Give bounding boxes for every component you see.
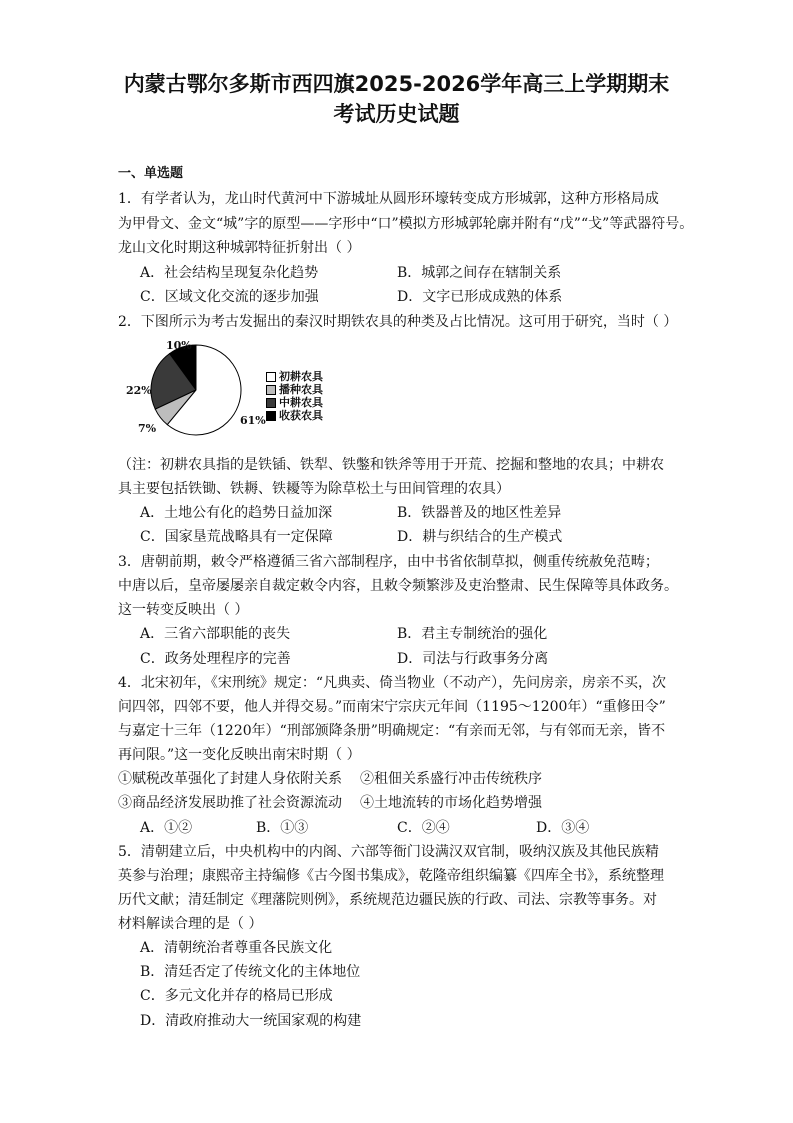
pie-label: 61% bbox=[240, 414, 266, 427]
q1-option-b: B．城郭之间存在辖制关系 bbox=[397, 265, 562, 281]
q5-option-a: A．清朝统治者尊重各民族文化 bbox=[140, 940, 333, 956]
legend-label: 初耕农具 bbox=[279, 370, 323, 383]
q4-item: ③商品经济发展助推了社会资源流动 bbox=[118, 795, 342, 811]
legend-swatch bbox=[266, 411, 276, 421]
q1-option-c: C．区域文化交流的逐步加强 bbox=[140, 289, 319, 305]
q2-option-d: D．耕与织结合的生产模式 bbox=[397, 529, 563, 545]
q4-item: ②租佃关系盛行冲击传统秩序 bbox=[360, 771, 542, 787]
legend-swatch bbox=[266, 385, 276, 395]
q4-stem-line: 与嘉定十三年（1220年）“刑部颁降条册”明确规定：“有亲而无邻，与有邻而无亲，皆不 bbox=[118, 723, 666, 739]
chart-legend bbox=[266, 370, 323, 422]
q4-stem-line: 问四邻，四邻不要，他人并得交易。”而南宋宁宗庆元年间（1195～1200年）“重修田令” bbox=[118, 699, 666, 715]
q5-stem-line: 英参与治理；康熙帝主持编修《古今图书集成》，乾隆帝组织编纂《四库全书》，系统整理 bbox=[118, 868, 664, 884]
doc-title-line2: 考试历史试题 bbox=[333, 102, 460, 126]
legend-label: 收获农具 bbox=[279, 409, 323, 422]
q2-stem: 2．下图所示为考古发掘出的秦汉时期铁农具的种类及占比情况。这可用于研究，当时（ ） bbox=[118, 314, 678, 330]
q4-option-c: C．②④ bbox=[397, 820, 450, 836]
legend-item bbox=[266, 409, 323, 422]
legend-swatch bbox=[266, 398, 276, 408]
q4-item: ④土地流转的市场化趋势增强 bbox=[360, 795, 542, 811]
q1-stem-line: 1．有学者认为，龙山时代黄河中下游城址从圆形环壕转变成方形城郭，这种方形格局成 bbox=[118, 191, 659, 207]
pie-label: 10% bbox=[166, 339, 192, 352]
q2-note-line: 具主要包括铁锄、铁耨、铁耰等为除草松土与田间管理的农具） bbox=[118, 481, 510, 497]
q5-option-d: D．清政府推动大一统国家观的构建 bbox=[140, 1013, 362, 1029]
q4-option-a: A．①② bbox=[140, 820, 193, 836]
legend-item bbox=[266, 370, 323, 383]
legend-item bbox=[266, 396, 323, 409]
q5-stem-line: 5．清朝建立后，中央机构中的内阁、六部等衙门设满汉双官制，吸纳汉族及其他民族精 bbox=[118, 844, 659, 860]
q5-stem-line: 材料解读合理的是（ ） bbox=[118, 916, 263, 932]
legend-item bbox=[266, 383, 323, 396]
q2-option-a: A．土地公有化的趋势日益加深 bbox=[140, 505, 333, 521]
pie-label: 7% bbox=[138, 422, 157, 435]
q1-option-d: D．文字已形成成熟的体系 bbox=[397, 289, 563, 305]
q2-note-line: （注：初耕农具指的是铁锸、铁犁、铁鐅和铁斧等用于开荒、挖掘和整地的农具；中耕农 bbox=[118, 457, 664, 473]
q1-stem-line: 龙山文化时期这种城郭特征折射出（ ） bbox=[118, 240, 361, 256]
q4-option-b: B．①③ bbox=[256, 820, 309, 836]
q4-stem-line: 4．北宋初年，《宋刑统》规定：“凡典卖、倚当物业（不动产），先问房亲，房亲不买，次 bbox=[118, 675, 667, 691]
q4-item: ①赋税改革强化了封建人身依附关系 bbox=[118, 771, 342, 787]
legend-label: 中耕农具 bbox=[279, 396, 323, 409]
q3-option-d: D．司法与行政事务分离 bbox=[397, 651, 549, 667]
q5-option-c: C．多元文化并存的格局已形成 bbox=[140, 988, 333, 1004]
q3-option-b: B．君主专制统治的强化 bbox=[397, 626, 548, 642]
legend-swatch bbox=[266, 372, 276, 382]
q3-option-a: A．三省六部职能的丧失 bbox=[140, 626, 291, 642]
q3-stem-line: 3．唐朝前期，敕令严格遵循三省六部制程序，由中书省依制草拟，侧重传统赦免范畴； bbox=[118, 554, 659, 570]
q5-option-b: B．清廷否定了传统文化的主体地位 bbox=[140, 964, 361, 980]
q1-stem-line: 为甲骨文、金文“城”字的原型——字形中“口”模拟方形城郭轮廓并附有“戊”“戈”等武器符号。 bbox=[118, 216, 694, 232]
pie-label: 22% bbox=[126, 384, 152, 397]
q2-option-c: C．国家垦荒战略具有一定保障 bbox=[140, 529, 333, 545]
q4-stem-line: 再问限。”这一变化反映出南宋时期（ ） bbox=[118, 747, 361, 763]
section-heading: 一、单选题 bbox=[118, 166, 184, 181]
q4-option-d: D．③④ bbox=[536, 820, 590, 836]
legend-label: 播种农具 bbox=[279, 383, 323, 396]
q5-stem-line: 历代文献；清廷制定《理藩院则例》，系统规范边疆民族的行政、司法、宗教等事务。对 bbox=[118, 892, 657, 908]
q2-option-b: B．铁器普及的地区性差异 bbox=[397, 505, 562, 521]
q1-option-a: A．社会结构呈现复杂化趋势 bbox=[140, 265, 319, 281]
q3-stem-line: 这一转变反映出（ ） bbox=[118, 602, 249, 618]
doc-title-line1: 内蒙古鄂尔多斯市西四旗2025-2026学年高三上学期期末 bbox=[123, 72, 670, 96]
q3-option-c: C．政务处理程序的完善 bbox=[140, 651, 291, 667]
q3-stem-line: 中唐以后，皇帝屡屡亲自裁定敕令内容，且敕令频繁涉及吏治整肃、民生保障等具体政务。 bbox=[118, 578, 678, 594]
